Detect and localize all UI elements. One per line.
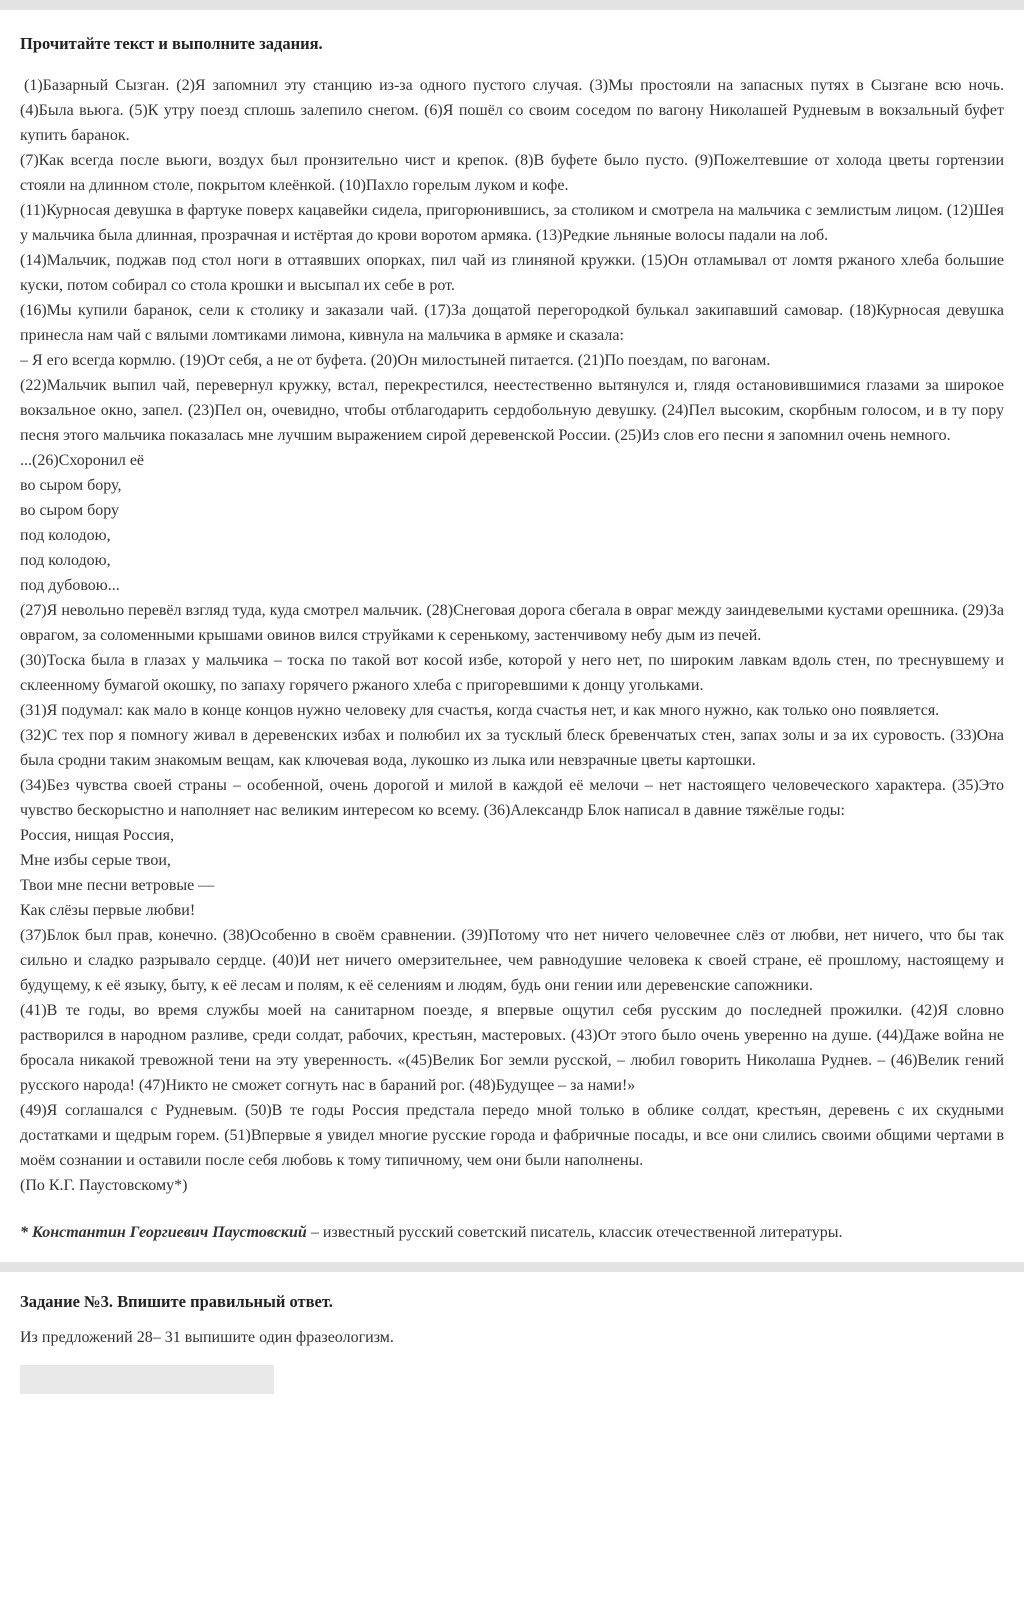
paragraph: (31)Я подумал: как мало в конце концов нужно человеку для счастья, когда счастья нет, и как много нужно, как только оно появляется. xyxy=(20,702,940,719)
paragraph: (14)Мальчик, поджав под стол ноги в оттаявших опорках, пил чай из глиняной кружки. (15)Он отламывал от ломтя ржаного хлеба большие куски, потом собирал со стола крошки и высыпал их себе в рот. xyxy=(20,252,1004,294)
footnote-text: – известный русский советский писатель, классик отечественной литературы. xyxy=(306,1224,843,1241)
top-band xyxy=(0,0,1024,10)
reading-card xyxy=(0,10,1024,1245)
paragraph: (34)Без чувства своей страны – особенной, очень дорогой и милой в каждой её мелочи – нет настоящего человеческого характера. (35)Это чувство бескорыстно и наполняет нас великим интересом ко всему. (36)Александр Блок написал в давние тяжёлые годы: xyxy=(20,777,1004,819)
reading-heading: Прочитайте текст и выполните задания. xyxy=(20,34,323,53)
blok-verse-line: Твои мне песни ветровые — xyxy=(20,877,215,894)
paragraph: (7)Как всегда после вьюги, воздух был пронзительно чист и крепок. (8)В буфете было пусто. (9)Пожелтевшие от холода цветы гортензии стояли на длинном столе, покрытом клеёнкой. (10)Пахло горелым луком и кофе. xyxy=(20,152,1004,194)
section-divider xyxy=(0,1262,1024,1272)
paragraph: (27)Я невольно перевёл взгляд туда, куда смотрел мальчик. (28)Снеговая дорога сбегала в овраг между заиндевелыми кустами орешника. (29)За оврагом, за соломенными крышами овинов вился струйками к серенькому, застенчивому небу дым из печей. xyxy=(20,602,1004,644)
blok-verse-line: Как слёзы первые любви! xyxy=(20,902,196,919)
paragraph: (32)С тех пор я помногу живал в деревенских избах и полюбил их за тусклый блеск бревенчатых стен, запах золы и за их суровость. (33)Она была сродни таким знакомым вещам, как ключевая вода, лукошко из лыка или невзрачные цветы картошки. xyxy=(20,727,1004,769)
song-verse-line: во сыром бору, xyxy=(20,477,122,494)
task-question: Из предложений 28– 31 выпишите один фразеологизм. xyxy=(20,1329,394,1346)
blok-verse-line: Мне избы серые твои, xyxy=(20,852,171,869)
paragraph: (37)Блок был прав, конечно. (38)Особенно в своём сравнении. (39)Потому что нет ничего человечнее слёз от любви, нет ничего, что бы так сильно и сладко разрывало сердце. (40)И нет ничего омерзительнее, чем равнодушие человека к своей стране, её прошлому, настоящему и будущему, к её языку, быту, к её лесам и полям, к её селениям и людям, будь они гении или деревенские сапожники. xyxy=(20,927,1004,994)
paragraph: (16)Мы купили баранок, сели к столику и заказали чай. (17)За дощатой перегородкой булькал закипавший самовар. (18)Курносая девушка принесла нам чай с вялыми ломтиками лимона, кивнула на мальчика в армяке и сказала: xyxy=(20,302,1004,344)
song-verse-line: под колодою, xyxy=(20,552,111,569)
source-attribution: (По К.Г. Паустовскому*) xyxy=(20,1177,188,1194)
answer-input[interactable] xyxy=(20,1365,274,1394)
paragraph: (41)В те годы, во время службы моей на санитарном поезде, я впервые ощутил себя русским до последней прожилки. (42)Я словно растворился в народном разливе, среди солдат, рабочих, крестьян, мастеровых. (43)От этого было очень уверенно на душе. (44)Даже война не бросала никакой тревожной тени на эту уверенность. «(45)Велик Бог земли русской, – любил говорить Николаша Руднев. – (46)Велик гений русского народа! (47)Никто не сможет согнуть нас в бараний рог. (48)Будущее – за нами!» xyxy=(20,1002,1004,1094)
paragraph: (11)Курносая девушка в фартуке поверх кацавейки сидела, пригорюнившись, за столиком и смотрела на мальчика с землистым лицом. (12)Шея у мальчика была длинная, прозрачная и истёртая до крови воротом армяка. (13)Редкие льняные волосы падали на лоб. xyxy=(20,202,1004,244)
paragraph: (22)Мальчик выпил чай, перевернул кружку, встал, перекрестился, неестественно вытянулся и, глядя остановившимися глазами за широкое вокзальное окно, запел. (23)Пел он, очевидно, чтобы отблагодарить сердобольную девушку. (24)Пел высоким, скорбным голосом, и в ту пору песня этого мальчика показалась мне лучшим выражением сирой деревенской России. (25)Из слов его песни я запомнил очень немного. xyxy=(20,377,1004,444)
song-verse-line: ...(26)Схоронил её xyxy=(20,452,145,469)
paragraph: – Я его всегда кормлю. (19)От себя, а не от буфета. (20)Он милостыней питается. (21)По поездам, по вагонам. xyxy=(20,352,771,369)
footnote xyxy=(20,1220,1004,1245)
paragraph: (1)Базарный Сызган. (2)Я запомнил эту станцию из-за одного пустого случая. (3)Мы простояли на запасных путях в Сызгане всю ночь. (4)Была вьюга. (5)К утру поезд сплошь залепило снегом. (6)Я пошёл со своим соседом по вагону Николашей Рудневым в вокзальный буфет купить баранок. xyxy=(20,77,1004,144)
song-verse-line: под колодою, xyxy=(20,527,111,544)
task-card xyxy=(0,1290,1024,1394)
song-verse-line: во сыром бору xyxy=(20,502,120,519)
paragraph: (30)Тоска была в глазах у мальчика – тоска по такой вот косой избе, которой у него нет, по широким лавкам вдоль стен, по треснувшему и склеенному бумагой окошку, по запаху горячего ржаного хлеба с пригоревшими к донцу угольками. xyxy=(20,652,1004,694)
paragraph: (49)Я соглашался с Рудневым. (50)В те годы Россия предстала передо мной только в облике солдат, крестьян, деревень с их скудными достатками и щедрым горем. (51)Впервые я увидел многие русские города и фабричные посады, и все они слились своими общими чертами в моём сознании и оставили после себя любовь к тому типичному, чем они были наполнены. xyxy=(20,1102,1004,1169)
task-title: Задание №3. Впишите правильный ответ. xyxy=(20,1292,333,1311)
text-body xyxy=(20,73,1004,1198)
footnote-author-name: * Константин Георгиевич Паустовский xyxy=(20,1224,307,1241)
song-verse-line: под дубовою... xyxy=(20,577,120,594)
blok-verse-line: Россия, нищая Россия, xyxy=(20,827,174,844)
